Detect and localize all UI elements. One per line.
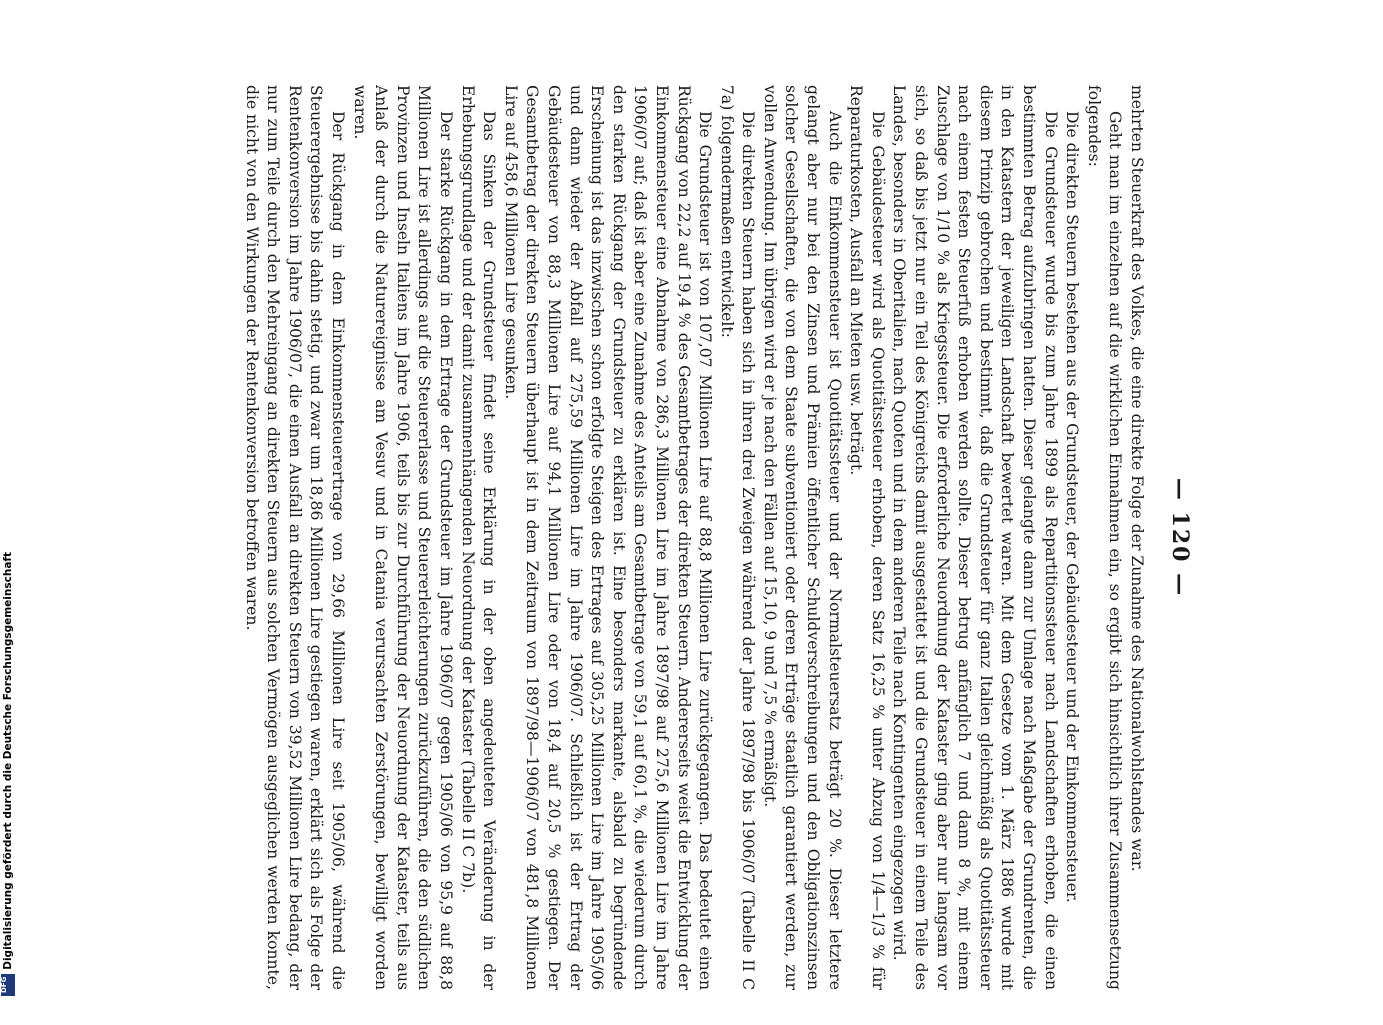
page-number: — 120 — xyxy=(1167,477,1193,598)
paragraph-9: Das Sinken der Grundsteuer findet seine Erklärung in der oben angedeuteten Veränderung in der Erhebungsgrundlage und der damit zusammenhängenden Neuordnung der Kataster (Tabelle II C 7b). xyxy=(458,85,499,990)
scanned-page xyxy=(183,45,1193,1025)
paragraph-4: Die Grundsteuer wurde bis zum Jahre 1899 als Repartitionssteuer nach Landschaften erhoben, die einen bestimmten Betrag aufzubringen hatten. Dieser gelangte dann zur Umlage nach Maßgabe der Grundrenten, die in den Katastern der jeweiligen Landschaft bewertet waren. Mit dem Gesetze vom 1. März 1886 wurde mit diesem Prinzip gebrochen und bestimmt, daß die Grundsteuer für ganz Italien gleichmäßig als Quotitätssteuer nach einem festen Steuerfuß erhoben werden sollte. Dieser betrug anfänglich 7 und dann 8 %, mit einem Zuschlage von 1/10 % als Kriegssteuer. Die erforderliche Neuordnung der Kataster ging aber nur langsam vor sich, so daß bis jetzt nur ein Teil des Königreichs damit ausgestattet ist und die Grundsteuer in einem Teile des Landes, besonders in Oberitalien, nach Quoten und in dem anderen Teile nach Kontingenten eingezogen wird. xyxy=(890,85,1060,990)
dfg-logo-icon: DFG xyxy=(1,974,15,996)
body-text xyxy=(240,85,1147,990)
digitization-sidebar xyxy=(0,0,18,1000)
paragraph-5: Die Gebäudesteuer wird als Quotitätssteuer erhoben, deren Satz 16,25 % unter Abzug von 1/4—1/3 % für Reparaturkosten, Ausfall an Mieten usw. beträgt. xyxy=(847,85,887,990)
paragraph-3: Die direkten Steuern bestehen aus der Grundsteuer, der Gebäudesteuer und der Einkommensteuer. xyxy=(1063,111,1082,903)
paragraph-10: Der starke Rückgang in dem Ertrage der Grundsteuer im Jahre 1906/07 gegen 1905/06 von 95,9 auf 88,8 Millionen Lire ist allerdings auf die Steuererlasse und Steuererleichterungen zurückzuführen, die den südlichen Provinzen und Inseln Italiens im Jahre 1906, teils bis zur Durchführung der Neuordnung der Kataster, teils aus Anlaß der durch die Naturereignisse am Vesuv und in Catania verursachten Zerstörungen, bewilligt worden waren. xyxy=(350,85,455,990)
paragraph-11: Der Rückgang in dem Einkommensteuerertrage von 29,66 Millionen Lire seit 1905/06, während die Steuerergebnisse bis dahin stetig, und zwar um 18,86 Millionen Lire gestiegen waren, erklärt sich als Folge der Rentenkonversion im Jahre 1906/07, die einen Ausfall an direkten Steuern von 39,52 Millionen Lire bedang, der nur zum Teile durch den Mehreingang an direkten Steuern aus solchen Vermögen ausgeglichen werden konnte, die nicht von den Wirkungen der Rentenkonversion betroffen waren. xyxy=(242,85,348,990)
paragraph-1: mehrten Steuerkraft des Volkes, die eine direkte Folge der Zunahme des Nationalwohlstandes war. xyxy=(1128,85,1146,872)
paragraph-6: Auch die Einkommensteuer ist Quotitätssteuer und der Normalsteuersatz beträgt 20 %. Dieser letztere gelangt aber nur bei den Zinsen und Prämien öffentlicher Schuldverschreibungen und den Obligationszinsen solcher Gesellschaften, die von dem Staate subventioniert oder deren Erträge staatlich garantiert werden, zur vollen Anwendung. Im übrigen wird er je nach den Fällen auf 15,10, 9 und 7,5 % ermäßigt. xyxy=(760,85,844,990)
paragraph-2: Geht man im einzelnen auf die wirklichen Einnahmen ein, so ergibt sich hinsichtlich ihrer Zusammensetzung folgendes: xyxy=(1084,85,1125,990)
digitization-credit: Digitalisierung gefördert durch die Deutsche Forschungsgemeinschaft xyxy=(2,552,14,970)
paragraph-7: Die direkten Steuern haben sich in ihren drei Zweigen während der Jahre 1897/98 bis 1906/07 (Tabelle II C 7a) folgendermaßen entwickelt: xyxy=(717,85,758,990)
paragraph-8: Die Grundsteuer ist von 107,07 Millionen Lire auf 88,8 Millionen Lire zurückgegangen. Das bedeutet einen Rückgang von 22,2 auf 19,4 % des Gesamtbetrages der direkten Steuern. Andererseits weist die Entwicklung der Einkommensteuer eine Abnahme von 286,3 Millionen Lire im Jahre 1897/98 auf 275,6 Millionen Lire im Jahre 1906/07 auf; daß ist aber eine Zunahme des Anteils am Gesamtbetrage von 59,1 auf 60,1 %, die wiederum durch den starken Rückgang der Grundsteuer zu erklären ist. Eine besonders markante, alsbald zu begründende Erscheinung ist das inzwischen schon erfolgte Steigen des Ertrages auf 305,25 Millionen Lire im Jahre 1905/06 und dann wieder der Abfall auf 275,59 Millionen Lire im Jahre 1906/07. Schließlich ist der Ertrag der Gebäudesteuer von 88,3 Millionen Lire auf 94,1 Millionen Lire oder von 18,4 auf 20,5 % gestiegen. Der Gesamtbetrag der direkten Steuern überhaupt ist in dem Zeitraum von 1897/98—1906/07 von 481,8 Millionen Lire auf 458,6 Millionen Lire gesunken. xyxy=(501,85,715,990)
